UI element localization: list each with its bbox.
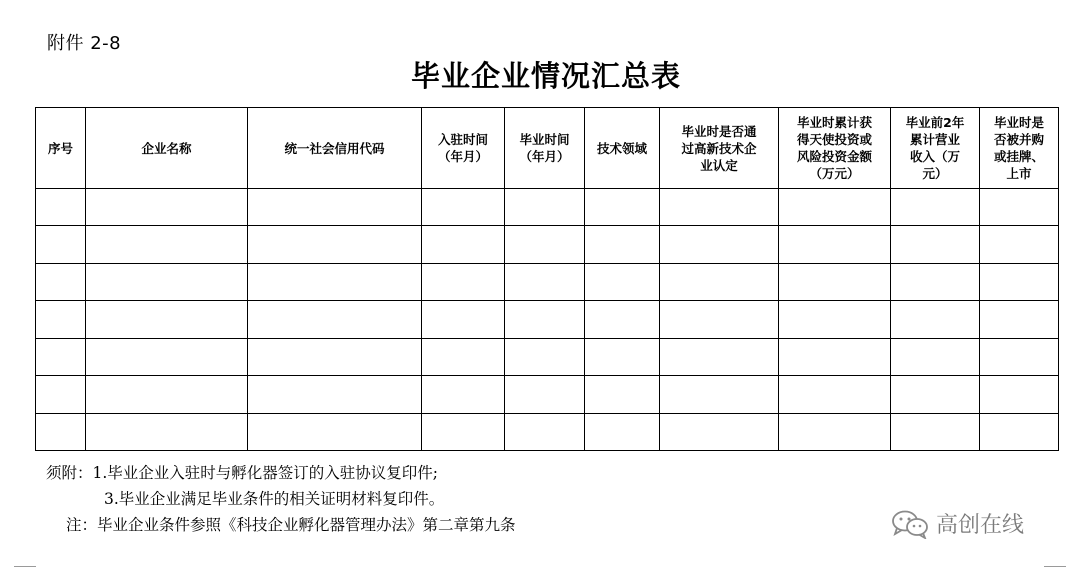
table-cell	[36, 376, 86, 413]
header-cell: 毕业前2年 累计营业 收入（万 元）	[891, 108, 980, 189]
attachment-label: 附件 2-8	[47, 33, 122, 54]
table-cell	[36, 301, 86, 338]
table-cell	[422, 263, 505, 300]
table-cell	[86, 226, 248, 263]
table-row	[36, 263, 1059, 300]
watermark	[890, 508, 1024, 539]
table-cell	[505, 338, 585, 375]
table-cell	[585, 226, 660, 263]
header-row	[36, 108, 1059, 189]
table-row	[36, 189, 1059, 226]
table-cell	[36, 226, 86, 263]
table-cell	[585, 376, 660, 413]
table-cell	[86, 338, 248, 375]
table-cell	[660, 226, 779, 263]
note-line-2: 3.毕业企业满足毕业条件的相关证明材料复印件。	[104, 490, 445, 508]
table-cell	[422, 301, 505, 338]
table-cell	[980, 263, 1059, 300]
table-cell	[891, 189, 980, 226]
table-cell	[779, 263, 891, 300]
table-cell	[86, 301, 248, 338]
table-cell	[980, 413, 1059, 450]
table-cell	[585, 413, 660, 450]
table-row	[36, 338, 1059, 375]
header-cell: 序号	[36, 108, 86, 189]
table-cell	[779, 301, 891, 338]
note-line-3: 注：毕业企业条件参照《科技企业孵化器管理办法》第二章第九条	[66, 516, 516, 534]
table-cell	[422, 189, 505, 226]
note-line-1: 须附：1.毕业企业入驻时与孵化器签订的入驻协议复印件;	[46, 464, 439, 482]
table-cell	[248, 376, 422, 413]
table-cell	[422, 226, 505, 263]
table-cell	[779, 189, 891, 226]
table-cell	[660, 338, 779, 375]
table-cell	[660, 189, 779, 226]
table-cell	[660, 376, 779, 413]
table-cell	[660, 413, 779, 450]
header-cell: 毕业时间 （年月）	[505, 108, 585, 189]
table-cell	[36, 413, 86, 450]
table-cell	[779, 413, 891, 450]
table-cell	[660, 301, 779, 338]
table-cell	[86, 189, 248, 226]
table-cell	[980, 226, 1059, 263]
wechat-icon	[890, 509, 930, 539]
table-cell	[585, 263, 660, 300]
table-cell	[248, 263, 422, 300]
table-cell	[422, 413, 505, 450]
header-cell: 技术领域	[585, 108, 660, 189]
table-cell	[505, 189, 585, 226]
table-cell	[779, 376, 891, 413]
table-cell	[585, 301, 660, 338]
table-cell	[505, 301, 585, 338]
header-cell: 毕业时是 否被并购 或挂牌、 上市	[980, 108, 1059, 189]
table-cell	[891, 263, 980, 300]
table-cell	[779, 226, 891, 263]
page-corner-mark	[1044, 566, 1066, 567]
header-cell: 入驻时间 （年月）	[422, 108, 505, 189]
table-cell	[86, 263, 248, 300]
table-cell	[891, 226, 980, 263]
table-cell	[248, 189, 422, 226]
table-row	[36, 413, 1059, 450]
table-cell	[980, 376, 1059, 413]
title-text: 毕业企业情况汇总表	[410, 59, 681, 93]
table-cell	[248, 338, 422, 375]
page-title	[0, 54, 1080, 95]
table-cell	[980, 301, 1059, 338]
table-body	[36, 189, 1059, 451]
table-cell	[980, 189, 1059, 226]
table-cell	[505, 263, 585, 300]
table-cell	[422, 376, 505, 413]
table-cell	[36, 263, 86, 300]
table-cell	[891, 413, 980, 450]
header-cell: 毕业时累计获 得天使投资或 风险投资金额 （万元）	[779, 108, 891, 189]
table-row	[36, 226, 1059, 263]
table-cell	[779, 338, 891, 375]
table-cell	[36, 338, 86, 375]
header-cell: 毕业时是否通 过高新技术企 业认定	[660, 108, 779, 189]
table-cell	[248, 301, 422, 338]
table-cell	[86, 376, 248, 413]
notes	[46, 460, 516, 538]
table-cell	[585, 338, 660, 375]
table-cell	[891, 376, 980, 413]
table-cell	[660, 263, 779, 300]
table-cell	[248, 226, 422, 263]
table-cell	[505, 376, 585, 413]
header-cell: 企业名称	[86, 108, 248, 189]
page-corner-mark	[14, 566, 36, 567]
header-cell: 统一社会信用代码	[248, 108, 422, 189]
table-cell	[422, 338, 505, 375]
table-row	[36, 301, 1059, 338]
table-cell	[248, 413, 422, 450]
table-cell	[36, 189, 86, 226]
table-cell	[86, 413, 248, 450]
table-cell	[585, 189, 660, 226]
table-cell	[891, 301, 980, 338]
table-cell	[980, 338, 1059, 375]
watermark-text: 高创在线	[936, 513, 1025, 538]
table-cell	[505, 413, 585, 450]
table-row	[36, 376, 1059, 413]
summary-table	[35, 107, 1059, 451]
table-cell	[891, 338, 980, 375]
table-cell	[505, 226, 585, 263]
